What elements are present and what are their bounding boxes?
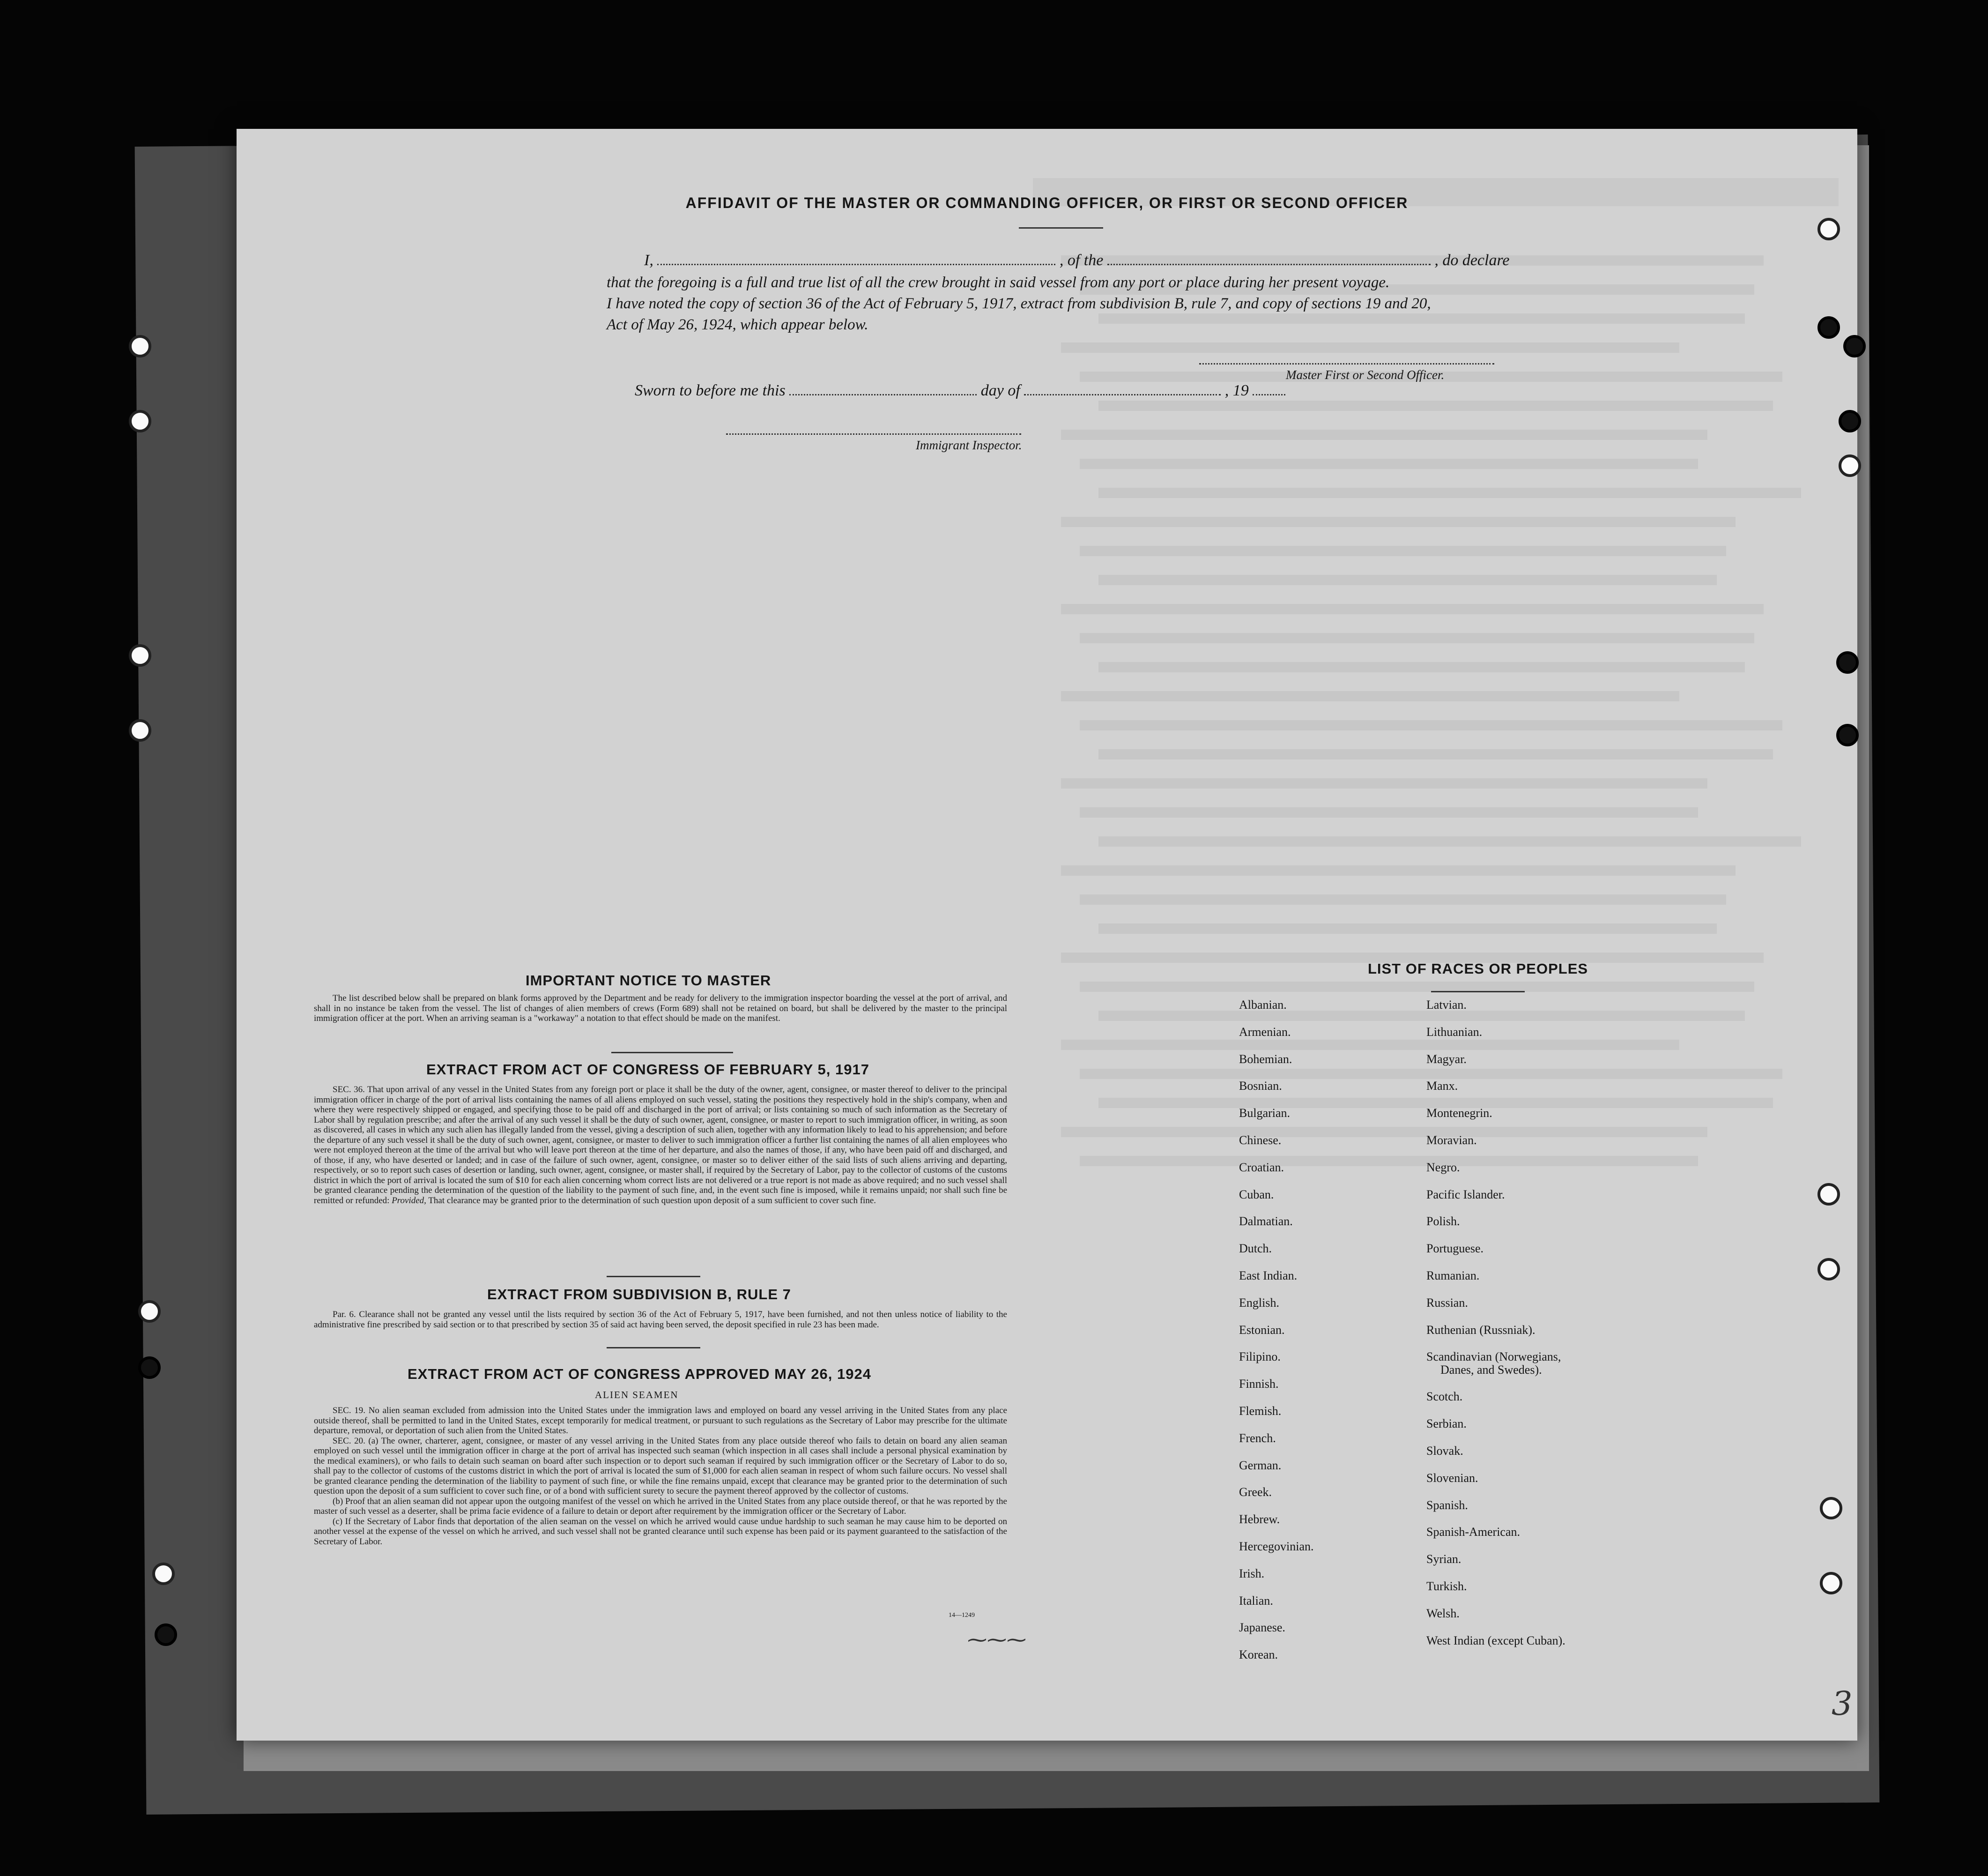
bleed-through-row xyxy=(1098,313,1745,324)
race-item: Manx. xyxy=(1426,1079,1458,1093)
master-signature-line[interactable] xyxy=(1199,363,1494,365)
bleed-through-row xyxy=(1098,1011,1745,1021)
race-item: Moravian. xyxy=(1426,1133,1477,1147)
sworn-day-of: day of xyxy=(980,382,1020,399)
races-divider xyxy=(1431,991,1525,992)
punch-hole xyxy=(1820,1572,1842,1594)
race-item: Hebrew. xyxy=(1239,1512,1280,1526)
bleed-through-row xyxy=(1080,459,1698,469)
race-item: Turkish. xyxy=(1426,1579,1467,1593)
bleed-through-row xyxy=(1061,1127,1707,1137)
manifest-page xyxy=(237,129,1857,1741)
extract-1917-text xyxy=(314,1085,1007,1206)
bleed-through-row xyxy=(1061,865,1736,876)
inspector-label: Immigrant Inspector. xyxy=(916,438,1022,452)
race-item: Scotch. xyxy=(1426,1390,1463,1404)
race-item: Irish. xyxy=(1239,1566,1265,1580)
race-item: Spanish. xyxy=(1426,1498,1468,1512)
punch-hole xyxy=(138,1300,161,1323)
provided-word: Provided, xyxy=(392,1195,426,1206)
race-item: Filipino. xyxy=(1239,1350,1281,1364)
race-item: Welsh. xyxy=(1426,1606,1460,1620)
vessel-field[interactable] xyxy=(1107,264,1431,265)
punch-hole xyxy=(155,1623,177,1646)
race-item: German. xyxy=(1239,1458,1282,1472)
race-item: Estonian. xyxy=(1239,1323,1285,1337)
title-divider xyxy=(1019,227,1103,229)
bleed-through-row xyxy=(1061,691,1679,701)
affidavit-of-the: , of the xyxy=(1059,252,1104,269)
race-item: Japanese. xyxy=(1239,1621,1285,1635)
race-item: Magyar. xyxy=(1426,1052,1467,1066)
races-left-column xyxy=(1239,998,1314,1675)
affidavit-line-1 xyxy=(644,252,1510,269)
race-item: Albanian. xyxy=(1239,998,1287,1012)
bleed-through-row xyxy=(1061,342,1679,353)
race-item: Bosnian. xyxy=(1239,1079,1282,1093)
race-item: Latvian. xyxy=(1426,998,1467,1012)
race-item: Slovenian. xyxy=(1426,1471,1478,1485)
sworn-year: , 19 xyxy=(1224,382,1249,399)
race-item-continuation: Danes, and Swedes). xyxy=(1440,1363,1542,1377)
race-item: Ruthenian (Russniak). xyxy=(1426,1323,1536,1337)
subdivision-b-heading: EXTRACT FROM SUBDIVISION B, RULE 7 xyxy=(487,1286,791,1303)
punch-hole xyxy=(138,1356,161,1379)
bleed-through-row xyxy=(1080,982,1754,992)
affidavit-declare: , do declare xyxy=(1434,252,1510,269)
race-item: Russian. xyxy=(1426,1295,1468,1310)
race-item: French. xyxy=(1239,1431,1276,1445)
punch-hole xyxy=(152,1563,175,1585)
bleed-through-row xyxy=(1098,575,1717,585)
form-number: 14—1249 xyxy=(949,1612,975,1619)
race-item: English. xyxy=(1239,1295,1279,1310)
bleed-through-row xyxy=(1061,778,1707,789)
affidavit-i: I, xyxy=(644,252,653,269)
race-item: Korean. xyxy=(1239,1648,1278,1662)
bleed-through-row xyxy=(1061,1040,1679,1050)
punch-hole xyxy=(129,410,151,432)
race-item: Hercegovinian. xyxy=(1239,1539,1314,1553)
sworn-year-field[interactable] xyxy=(1253,394,1285,395)
race-item: Scandinavian (Norwegians, xyxy=(1426,1350,1561,1364)
subdivision-b-text xyxy=(314,1310,1007,1330)
sworn-line xyxy=(635,382,1285,400)
punch-hole xyxy=(1817,1183,1840,1206)
bleed-through-row xyxy=(1098,749,1773,759)
punch-hole xyxy=(1817,1258,1840,1280)
bleed-through-row xyxy=(1080,807,1698,818)
sworn-month-field[interactable] xyxy=(1024,394,1221,395)
punch-hole xyxy=(1820,1497,1842,1519)
bleed-through-row xyxy=(1080,894,1726,905)
inspector-signature-line[interactable] xyxy=(726,433,1021,435)
race-item: Chinese. xyxy=(1239,1133,1282,1147)
punch-hole xyxy=(129,644,151,667)
race-item: Negro. xyxy=(1426,1160,1460,1174)
master-label: Master First or Second Officer. xyxy=(1286,368,1445,382)
punch-hole xyxy=(1839,410,1861,432)
race-item: Portuguese. xyxy=(1426,1242,1484,1256)
bleed-through-row xyxy=(1098,662,1745,672)
race-item: Slovak. xyxy=(1426,1444,1463,1458)
race-item: Syrian. xyxy=(1426,1552,1461,1566)
race-item: Greek. xyxy=(1239,1485,1272,1499)
handwritten-scribble: ⁓⁓⁓ xyxy=(967,1628,1026,1651)
punch-hole xyxy=(1817,218,1840,240)
bleed-through-row xyxy=(1080,546,1726,556)
bleed-through-row xyxy=(1098,836,1801,847)
sec20b-paragraph: (b) Proof that an alien seaman did not appear upon the outgoing manifest of the vessel on which he arrived in the United States from any place outside thereof, or that he was reported by the master of such vessel as a deserter, shall be prima facie evidence of a failure to detain or deport after requirement by the immigration officer or the Secretary of Labor. xyxy=(314,1496,1007,1516)
race-item: Armenian. xyxy=(1239,1025,1291,1039)
name-field[interactable] xyxy=(657,264,1055,265)
bleed-through-row xyxy=(1080,720,1782,730)
race-item: Dalmatian. xyxy=(1239,1214,1293,1228)
sec19-paragraph: SEC. 19. No alien seaman excluded from admission into the United States under the immigration laws and employed on board any vessel arriving in the United States from any place outside thereof, shall be permitted to land in the United States, except temporarily for medical treatment, or pursuant to such regulations as the Secretary of Labor may prescribe for the ultimate departure, removal, or deportation of such alien from the United States. xyxy=(314,1406,1007,1436)
race-item: Rumanian. xyxy=(1426,1268,1480,1282)
bleed-through-row xyxy=(1080,1156,1698,1166)
section-divider xyxy=(607,1276,700,1277)
handwritten-page-number: 3 xyxy=(1832,1684,1853,1723)
punch-hole xyxy=(1843,335,1866,357)
punch-hole xyxy=(1817,316,1840,339)
punch-hole xyxy=(1836,724,1859,746)
races-heading: LIST OF RACES OR PEOPLES xyxy=(1367,960,1588,977)
section-divider xyxy=(611,1052,733,1053)
bleed-through-row xyxy=(1098,401,1773,411)
bleed-through-row xyxy=(1061,430,1707,440)
alien-seamen-subheading: ALIEN SEAMEN xyxy=(595,1389,679,1400)
sworn-prefix: Sworn to before me this xyxy=(635,382,786,399)
race-item: Finnish. xyxy=(1239,1377,1279,1391)
sec36-text-end: That clearance may be granted prior to the determination of such question upon deposit of a sum sufficient to cover such fine. xyxy=(428,1195,876,1206)
bleed-through-row xyxy=(1098,923,1717,934)
extract-1924-text xyxy=(314,1406,1007,1547)
races-right-column xyxy=(1426,998,1565,1660)
section-divider xyxy=(607,1347,700,1348)
extract-1917-heading: EXTRACT FROM ACT OF CONGRESS OF FEBRUARY 5, 1917 xyxy=(426,1061,869,1078)
punch-hole xyxy=(129,719,151,742)
punch-hole xyxy=(1836,651,1859,674)
bleed-through-row xyxy=(1061,517,1736,527)
bleed-through-row xyxy=(1080,633,1754,643)
affidavit-title: AFFIDAVIT OF THE MASTER OR COMMANDING OFFICER, OR FIRST OR SECOND OFFICER xyxy=(685,194,1409,211)
race-item: Lithuanian. xyxy=(1426,1025,1483,1039)
extract-1924-heading: EXTRACT FROM ACT OF CONGRESS APPROVED MAY 26, 1924 xyxy=(408,1366,871,1382)
notice-text xyxy=(314,993,1007,1024)
bleed-through-row xyxy=(1098,488,1801,498)
affidavit-line-2: that the foregoing is a full and true list of all the crew brought in said vessel from any port or place during her present voyage. xyxy=(607,274,1390,291)
bleed-through-row xyxy=(1061,604,1764,614)
affidavit-line-3: I have noted the copy of section 36 of the Act of February 5, 1917, extract from subdivision B, rule 7, and copy of sections 19 and 20, xyxy=(607,295,1431,312)
race-item: Cuban. xyxy=(1239,1187,1274,1201)
race-item: Italian. xyxy=(1239,1593,1273,1608)
race-item: Polish. xyxy=(1426,1214,1460,1228)
race-item: East Indian. xyxy=(1239,1268,1298,1282)
notice-paragraph: The list described below shall be prepared on blank forms approved by the Department and be ready for delivery to the immigration inspector boarding the vessel at the port of arrival, and shall in no instance be taken from the vessel. The list of changes of alien members of crews (Form 689) shall not be retained on board, but shall be delivered by the master to the principal immigration officer at the port. When an arriving seaman is a "workaway" a notation to that effect should be made on the manifest. xyxy=(314,993,1007,1023)
race-item: Croatian. xyxy=(1239,1160,1284,1174)
sec20c-paragraph: (c) If the Secretary of Labor finds that deportation of the alien seaman on the vessel on which he arrived would cause undue hardship to such seaman he may cause him to be deported on another vessel at the expense of the vessel on which he arrived, and such vessel shall not be granted clearance until such expense has been paid or its payment guaranteed to the satisfaction of the Secretary of Labor. xyxy=(314,1516,1007,1547)
subdivision-b-paragraph: Par. 6. Clearance shall not be granted any vessel until the lists required by section 36 of the Act of February 5, 1917, have been furnished, and not then unless notice of liability to the administrative fine prescribed by said section or to that prescribed by section 35 of said act having been served, the deposit specified in rule 23 has been made. xyxy=(314,1310,1007,1330)
sworn-day-field[interactable] xyxy=(789,394,977,395)
sec20a-paragraph: SEC. 20. (a) The owner, charterer, agent, consignee, or master of any vessel arriving in the United States from any place outside thereof who fails to detain on board any alien seaman employed on such vessel until the immigration officer in charge at the port of arrival has inspected such seaman (which inspection in all cases shall include a personal physical examination by the medical examiners), or who fails to detain such seaman on board after such inspection or to deport such seaman if required by such immigration officer or the Secretary of Labor to do so, shall pay to the collector of customs of the customs district in which the port of arrival is located the sum of $1,000 for each alien seaman in respect of whom such failure occurs. No vessel shall be granted clearance pending the determination of the liability to payment of such fine, or while the fine remains unpaid, except that clearance may be granted prior to the determination of such question upon the deposit of a sum sufficient to cover such fine, or of a bond with sufficient surety to secure the payment thereof approved by the collector of customs. xyxy=(314,1436,1007,1496)
race-item: Dutch. xyxy=(1239,1242,1272,1256)
race-item: Bohemian. xyxy=(1239,1052,1292,1066)
race-item: Pacific Islander. xyxy=(1426,1187,1505,1201)
race-item: Serbian. xyxy=(1426,1417,1467,1431)
notice-heading: IMPORTANT NOTICE TO MASTER xyxy=(526,972,771,989)
race-item: Flemish. xyxy=(1239,1404,1282,1418)
race-item: Montenegrin. xyxy=(1426,1106,1492,1120)
race-item: Spanish-American. xyxy=(1426,1525,1521,1539)
punch-hole xyxy=(129,335,151,357)
race-item: Bulgarian. xyxy=(1239,1106,1291,1120)
punch-hole xyxy=(1839,454,1861,477)
sec36-text: SEC. 36. That upon arrival of any vessel in the United States from any foreign port or place it shall be the duty of the owner, agent, consignee, or master thereof to deliver to the principal immigration officer in charge of the port of arrival lists containing the names of all aliens employed on such vessel, stating the positions they respectively hold in the ship's company, when and where they were respectively shipped or engaged, and specifying those to be paid off and discharged in the port of arrival; or lists containing so much of such information as the Secretary of Labor shall by regulation prescribe; and after the arrival of any such vessel it shall be the duty of such owner, agent, consignee, or master to report to such immigration officer, in writing, as soon as discovered, all cases in which any such alien has illegally landed from the vessel, giving a description of such alien, together with any information likely to lead to his apprehension; and before the departure of any such vessel it shall be the duty of such owner, agent, consignee, or master to deliver to such immigration officer a further list containing the names of all alien employees who were not employed thereon at the time of the arrival but who will leave port thereon at the time of her departure, and also the names of those, if any, who have been paid off and discharged, and of those, if any, who have deserted or landed; and in case of the failure of such owner, agent, consignee, or master so to deliver either of the said lists of such aliens arriving and departing, respectively, or so to report such cases of desertion or landing, such owner, agent, consignee, or master shall, if required by the Secretary of Labor, pay to the collector of customs of the customs district in which the port of arrival is located the sum of $10 for each alien concerning whom correct lists are not delivered or a true report is not made as above required; and no such vessel shall be granted clearance pending the determination of the question of the liability to the payment of such fine, and, in the event such fine is imposed, while it remains unpaid; nor shall such fine be remitted or refunded: xyxy=(314,1085,1007,1206)
affidavit-line-4: Act of May 26, 1924, which appear below. xyxy=(607,316,868,333)
race-item: West Indian (except Cuban). xyxy=(1426,1633,1565,1647)
